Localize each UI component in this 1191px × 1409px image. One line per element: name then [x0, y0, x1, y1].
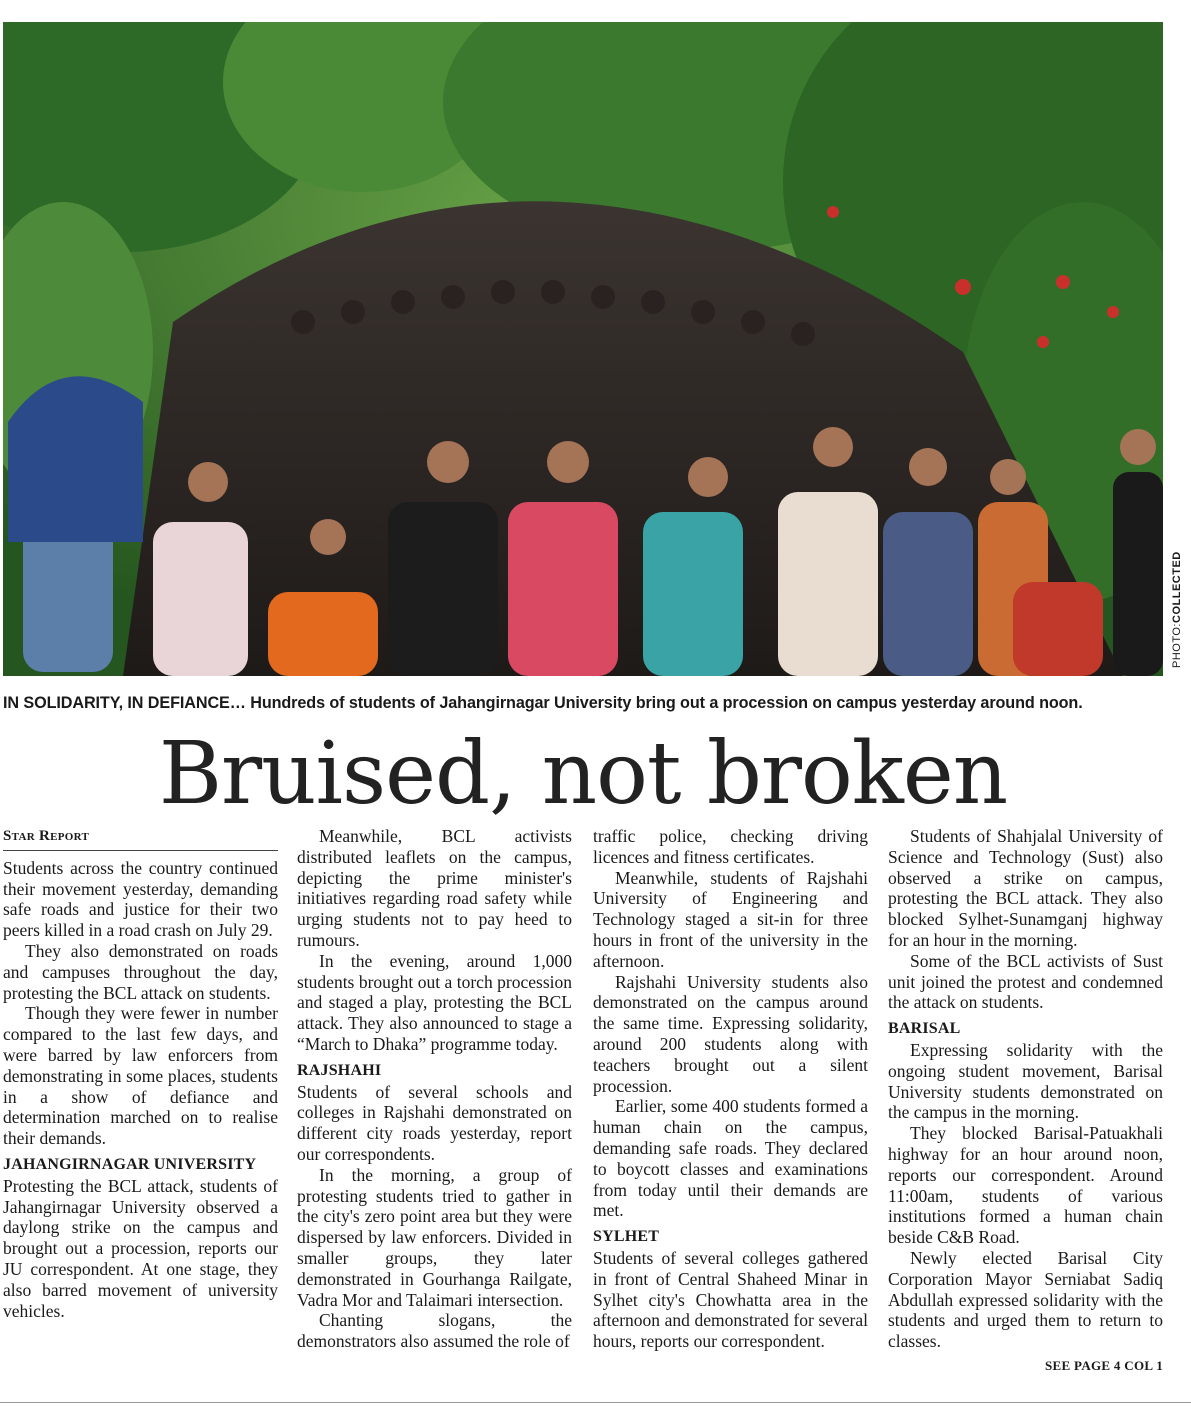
- paragraph: Some of the BCL activists of Sust unit joined the protest and condemned the attack on students.: [888, 950, 1163, 1013]
- continued-jump-link[interactable]: SEE PAGE 4 COL 1: [1045, 1357, 1163, 1373]
- subhead: JAHANGIRNAGAR UNIVERSITY: [3, 1155, 257, 1173]
- paragraph: Newly elected Barisal City Corporation Mayor Serniabat Sadiq Abdullah expressed solidarity with the students and urged them to return to classes.: [888, 1247, 1163, 1352]
- paragraph: Students of several schools and colleges in Rajshahi demonstrated on different city roads yesterday, report our correspondents.: [297, 1081, 572, 1164]
- article-column-1: [3, 826, 278, 1321]
- headline: Bruised, not broken: [158, 724, 1008, 824]
- caption-text: Hundreds of students of Jahangirnagar University bring out a procession on campus yesterday around noon.: [245, 694, 1083, 712]
- caption-lead: IN SOLIDARITY, IN DEFIANCE…: [3, 694, 246, 712]
- photo-credit-name: COLLECTED: [1171, 551, 1183, 624]
- paragraph: Students across the country continued their movement yesterday, demanding safe roads and justice for their two peers killed in a road crash on July 29.: [3, 857, 278, 941]
- protest-photo: [3, 22, 1163, 676]
- paragraph: Meanwhile, BCL activists distributed leaflets on the campus, depicting the prime minister's initiatives regarding road safety while urging students not to pay heed to rumours.: [297, 826, 572, 950]
- paragraph: Earlier, some 400 students formed a human chain on the campus, demanding safe roads. They declared to boycott classes and examinations from today until their demands are met.: [593, 1096, 868, 1221]
- procession-illustration: [3, 22, 1163, 676]
- article-column-4: [888, 826, 1163, 1377]
- paragraph: Students of several colleges gathered in front of Central Shaheed Minar in Sylhet city's Chowhatta area in the afternoon and demonstrated for several hours, reports our correspondent.: [593, 1247, 868, 1352]
- bottom-rule: [0, 1402, 1191, 1403]
- subhead: RAJSHAHI: [297, 1061, 382, 1079]
- byline: Star Report: [3, 826, 278, 851]
- subhead: BARISAL: [888, 1020, 961, 1038]
- paragraph: traffic police, checking driving licences and fitness certificates.: [593, 826, 868, 867]
- paragraph: They also demonstrated on roads and campuses throughout the day, protesting the BCL attack on students.: [3, 940, 278, 1003]
- photo-caption: [3, 694, 1183, 713]
- paragraph: In the morning, a group of protesting students tried to gather in the city's zero point area but they were dispersed by law enforcers. Divided in smaller groups, they later demonstrated in Gourhanga Railgate, Vadra Mor and Talaimari intersection.: [297, 1164, 572, 1310]
- paragraph: Rajshahi University students also demonstrated on the campus around the same time. Expressing solidarity, around 200 students along with teachers brought out a silent procession.: [593, 971, 868, 1096]
- paragraph: Meanwhile, students of Rajshahi University of Engineering and Technology staged a sit-in for three hours in front of the university in the afternoon.: [593, 867, 868, 971]
- paragraph: Expressing solidarity with the ongoing student movement, Barisal University students demonstrated on the campus in the morning.: [888, 1039, 1163, 1123]
- article-column-3: [593, 826, 868, 1352]
- paragraph: Students of Shahjalal University of Science and Technology (Sust) also observed a strike on campus, protesting the BCL attack. They also blocked Sylhet-Sunamganj highway for an hour in the morning.: [888, 826, 1163, 950]
- paragraph: Though they were fewer in number compared to the last few days, and were barred by law enforcers from demonstrating in some places, students in a show of defiance and determination marched on to realise their demands.: [3, 1003, 278, 1149]
- article-column-2: [297, 826, 572, 1352]
- photo-credit-prefix: PHOTO:: [1171, 623, 1183, 669]
- paragraph: Chanting slogans, the demonstrators also assumed the role of: [297, 1310, 572, 1352]
- paragraph: In the evening, around 1,000 students brought out a torch procession and staged a play, protesting the BCL attack. They also announced to stage a “March to Dhaka” programme today.: [297, 950, 572, 1054]
- paragraph: They blocked Barisal-Patuakhali highway for an hour around noon, reports our correspondent. Around 11:00am, students of various institutions formed a human chain beside C&B Road.: [888, 1123, 1163, 1248]
- subhead: SYLHET: [593, 1228, 660, 1246]
- photo-credit: [1163, 545, 1191, 675]
- paragraph: Protesting the BCL attack, students of Jahangirnagar University observed a daylong strike on the campus and brought out a procession, reports our JU correspondent. At one stage, they also barred movement of university vehicles.: [3, 1175, 278, 1321]
